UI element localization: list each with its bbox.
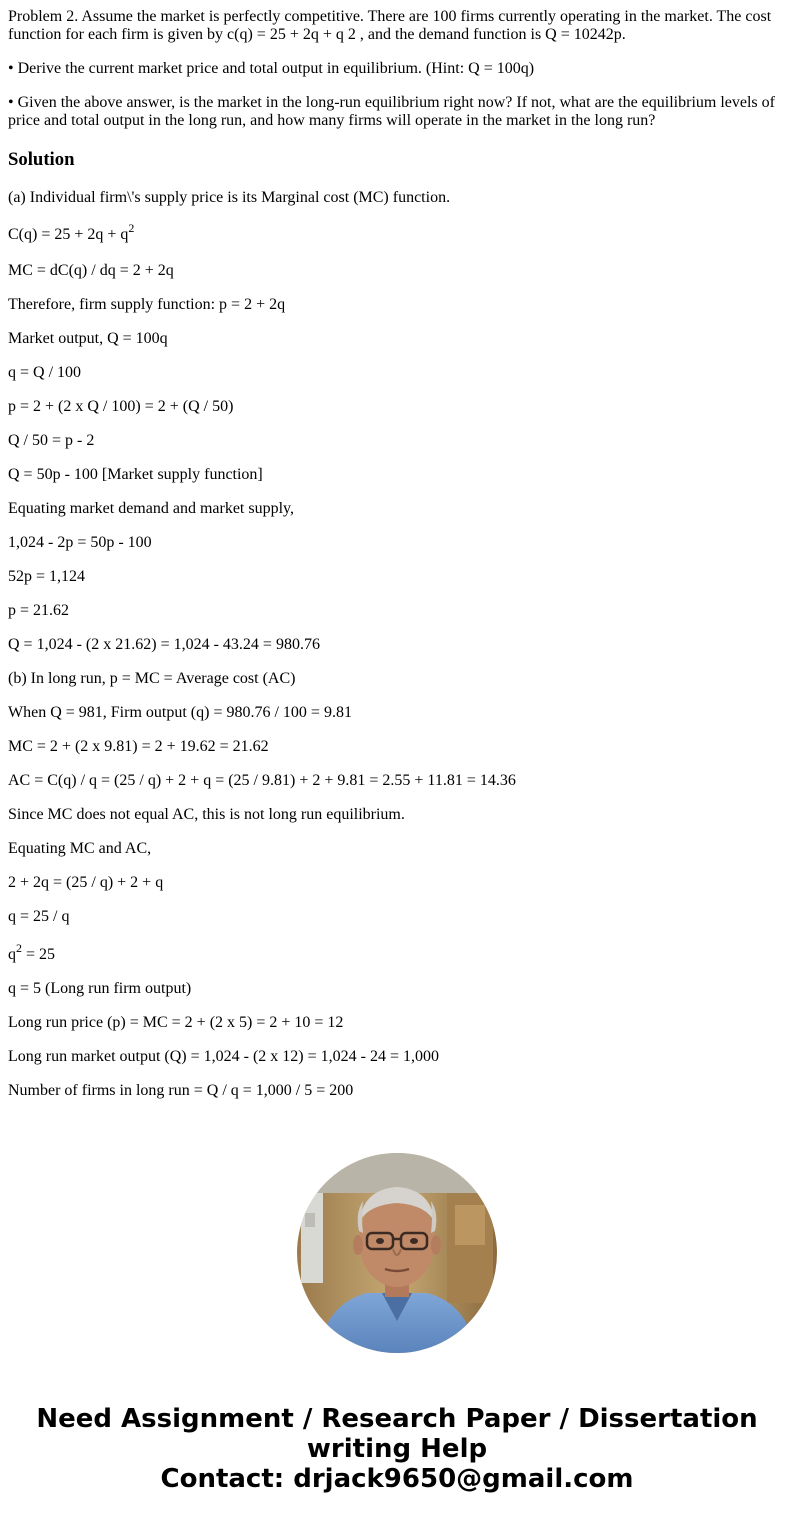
equation-7-rest: = 25 xyxy=(22,946,56,963)
q-equation-line: q = Q / 100 xyxy=(8,364,82,381)
firm-output-line: When Q = 981, Firm output (q) = 980.76 / 100 = 9.81 xyxy=(8,704,352,721)
cost-function-line xyxy=(8,220,135,244)
not-long-run-line: Since MC does not equal AC, this is not long run equilibrium. xyxy=(8,806,405,823)
long-run-firms-line: Number of firms in long run = Q / q = 1,000 / 5 = 200 xyxy=(8,1082,354,1099)
author-avatar xyxy=(297,1153,497,1353)
equation-1: 1,024 - 2p = 50p - 100 xyxy=(8,534,152,551)
equation-8: q = 5 (Long run firm output) xyxy=(8,980,192,997)
equating-mc-ac-line: Equating MC and AC, xyxy=(8,840,152,857)
supply-function-line: Therefore, firm supply function: p = 2 + 2q xyxy=(8,296,286,313)
equation-3: p = 21.62 xyxy=(8,602,70,619)
ac-value-line: AC = C(q) / q = (25 / q) + 2 + q = (25 / 9.81) + 2 + 9.81 = 2.55 + 11.81 = 14.36 xyxy=(8,772,516,789)
equation-4: Q = 1,024 - (2 x 21.62) = 1,024 - 43.24 = 980.76 xyxy=(8,636,320,653)
problem-bullet-2: • Given the above answer, is the market in the long-run equilibrium right now? If not, what are the equilibrium levels of price and total output in the long run, and how many firms will operate in the market in the long run? xyxy=(8,94,775,129)
solution-line-b: (b) In long run, p = MC = Average cost (AC) xyxy=(8,670,296,687)
footer-line-2: writing Help xyxy=(306,1434,488,1464)
mc-line: MC = dC(q) / dq = 2 + 2q xyxy=(8,262,174,279)
equation-2: 52p = 1,124 xyxy=(8,568,86,585)
solution-heading: Solution xyxy=(8,149,75,170)
equation-7-base: q xyxy=(8,946,16,963)
long-run-price-line: Long run price (p) = MC = 2 + (2 x 5) = 2 + 10 = 12 xyxy=(8,1014,344,1031)
p-equation-line: p = 2 + (2 x Q / 100) = 2 + (Q / 50) xyxy=(8,398,234,415)
footer-line-1: Need Assignment / Research Paper / Dissertation xyxy=(36,1404,758,1434)
problem-bullet-1: • Derive the current market price and total output in equilibrium. (Hint: Q = 100q) xyxy=(8,60,535,77)
cost-function-text: C(q) = 25 + 2q + q xyxy=(8,226,129,243)
equation-7-exponent: 2 xyxy=(16,940,22,955)
solution-line-a: (a) Individual firm\'s supply price is its Marginal cost (MC) function. xyxy=(8,189,451,206)
footer-banner xyxy=(0,1404,794,1494)
author-photo xyxy=(297,1153,497,1353)
problem-statement: Problem 2. Assume the market is perfectly competitive. There are 100 firms currently operating in the market. The cost function for each firm is given by c(q) = 25 + 2q + q 2 , and the demand function is Q = 10242p. xyxy=(8,8,772,43)
equation-5: 2 + 2q = (25 / q) + 2 + q xyxy=(8,874,164,891)
equation-6: q = 25 / q xyxy=(8,908,70,925)
equating-line: Equating market demand and market supply, xyxy=(8,500,294,517)
mc-value-line: MC = 2 + (2 x 9.81) = 2 + 19.62 = 21.62 xyxy=(8,738,269,755)
long-run-output-line: Long run market output (Q) = 1,024 - (2 x 12) = 1,024 - 24 = 1,000 xyxy=(8,1048,440,1065)
market-supply-line: Q = 50p - 100 [Market supply function] xyxy=(8,466,263,483)
q50-line: Q / 50 = p - 2 xyxy=(8,432,95,449)
cost-function-exponent: 2 xyxy=(128,220,135,235)
footer-contact: Contact: drjack9650@gmail.com xyxy=(160,1464,634,1494)
equation-7 xyxy=(8,940,56,964)
market-output-line: Market output, Q = 100q xyxy=(8,330,168,347)
